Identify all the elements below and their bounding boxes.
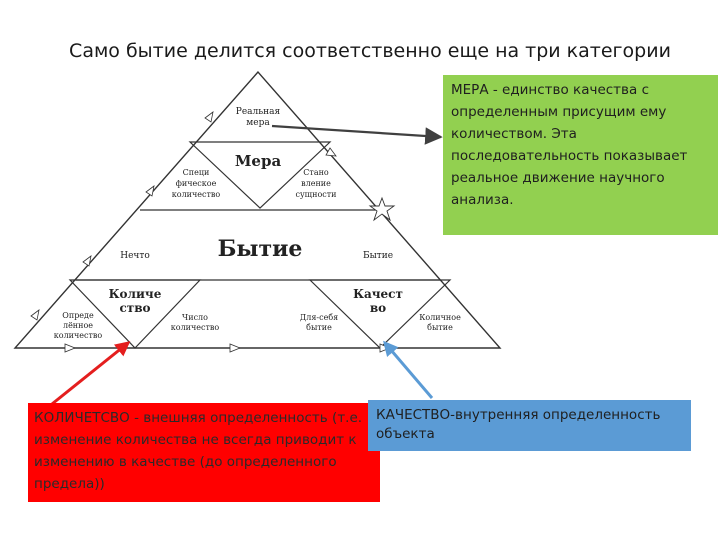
edge-arrow-mark [65, 344, 75, 352]
edge-arrow-mark [31, 310, 39, 320]
edge-arrow-mark [326, 148, 336, 156]
chislo-label-2: количество [170, 323, 220, 332]
kachestvo-label-1: Качест [353, 287, 403, 301]
edge-arrow-mark [146, 186, 154, 196]
stanov-label-3: сущности [295, 190, 337, 199]
mera-arrow [272, 126, 441, 137]
real-mera-label-1: Реальная [235, 107, 281, 117]
mera-definition-box [443, 75, 718, 235]
star-icon [370, 198, 394, 220]
kachestvo-definition-label: КАЧЕСТВО [376, 407, 451, 423]
sposob-label-2: фическое [175, 179, 217, 188]
edge-arrow-mark [83, 256, 91, 266]
mera-definition-label: МЕРА [451, 82, 489, 98]
opred-label-3: количество [53, 331, 103, 340]
sposob-label-1: Специ [182, 168, 210, 177]
edge-arrow-mark [230, 344, 240, 352]
mera-definition-text: - единство качества с определенным присущим ему количеством. Эта последовательность показывает реальное движение научного анализа. [451, 82, 688, 208]
kolichestvo-label-2: ство [119, 301, 151, 315]
kolichestvo-definition-label: КОЛИЧЕТСВО [34, 410, 130, 426]
stanov-label-1: Стано [303, 168, 329, 177]
nechto-label: Нечто [120, 251, 150, 261]
stanov-label-2: вление [301, 179, 331, 188]
kachestvo-definition-box [368, 400, 691, 451]
kolichnoe-label-1: Количное [419, 313, 461, 322]
dlya-label-1: Для-себя [299, 313, 339, 322]
mera-label: Мера [234, 152, 282, 170]
kolichnoe-label-2: бытие [427, 323, 453, 332]
bytie-main-label: Бытие [217, 236, 303, 262]
chislo-label-1: Число [182, 313, 208, 322]
bytie-small-label: Бытие [362, 251, 394, 261]
sposob-label-3: количество [171, 190, 221, 199]
kachestvo-label-2: во [369, 301, 387, 315]
real-mera-label-2: мера [246, 118, 270, 128]
kolichestvo-label-1: Количе [108, 287, 162, 301]
page-title: Само бытие делится соответственно еще на три категории [69, 40, 671, 62]
opred-label-2: лённое [62, 321, 94, 330]
kolichestvo-arrow [52, 343, 128, 404]
kachestvo-definition-text: -внутренняя определенность объекта [376, 407, 661, 442]
kolichestvo-definition-box [28, 403, 380, 502]
edge-arrow-mark [205, 112, 213, 122]
kachestvo-arrow [385, 343, 432, 398]
kolichestvo-definition-text: - внешняя определенность (т.е. изменение количества не всегда приводит к изменению в качестве (до определенного предела)) [34, 410, 363, 492]
opred-label-1: Опреде [62, 311, 94, 320]
dlya-label-2: бытие [306, 323, 332, 332]
